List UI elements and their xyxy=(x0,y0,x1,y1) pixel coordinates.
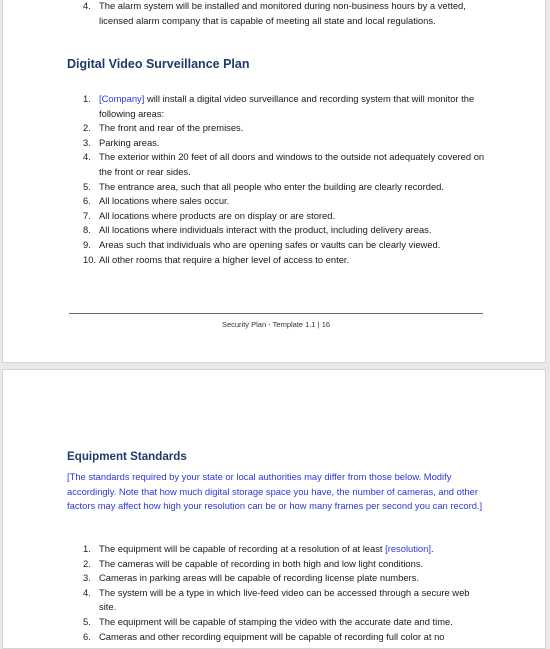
list-item-number: 3. xyxy=(83,136,91,148)
resolution-placeholder[interactable]: [resolution] xyxy=(385,543,431,554)
list-item-text: The equipment will be capable of stamping the video with the accurate date and time. xyxy=(99,615,453,627)
list-item-text: All locations where products are on display or are stored. xyxy=(99,209,336,221)
section-heading: Digital Video Surveillance Plan xyxy=(67,57,250,71)
list-item-text: Parking areas. xyxy=(99,136,160,148)
company-placeholder[interactable]: [Company] xyxy=(99,93,145,104)
list-item-number: 6. xyxy=(83,630,91,642)
footer-divider xyxy=(69,313,483,314)
list-item-text: The entrance area, such that all people who enter the building are clearly recorded. xyxy=(99,180,445,192)
list-item-text: The front and rear of the premises. xyxy=(99,122,244,134)
list-item-number: 4. xyxy=(83,586,91,598)
list-item-text: Areas such that individuals who are opening safes or vaults can be clearly viewed. xyxy=(99,238,441,250)
list-item-number: 5. xyxy=(83,615,91,627)
list-item-text: Cameras and other recording equipment will be capable of recording full color at no xyxy=(99,630,445,642)
list-item-text: The alarm system will be installed and monitored during non-business hours by a vetted, licensed alarm company that is capable of meeting all state and local regulations. xyxy=(99,0,466,26)
document-page-2 xyxy=(2,369,546,649)
equipment-standards-list xyxy=(67,542,487,644)
list-item-number: 2. xyxy=(83,557,91,569)
list-item-number: 10. xyxy=(83,253,97,265)
list-item-number: 6. xyxy=(83,195,91,207)
list-item-text: The exterior within 20 feet of all doors and windows to the outside not adequately covered on the front or rear sides. xyxy=(99,151,485,177)
list-item-number: 5. xyxy=(83,180,91,192)
list-item-number: 3. xyxy=(83,572,91,584)
list-item xyxy=(67,0,487,28)
section-heading: Equipment Standards xyxy=(67,450,187,463)
list-item xyxy=(67,557,487,572)
list-item-suffix: . xyxy=(430,543,434,554)
list-item xyxy=(67,586,487,615)
intro-list xyxy=(67,0,487,28)
list-item xyxy=(67,92,487,121)
list-item xyxy=(67,542,487,557)
list-item-number: 4. xyxy=(83,0,91,11)
list-item-text: The equipment will be capable of recording at a resolution of at least xyxy=(99,543,386,554)
list-item-text: All other rooms that require a higher level of access to enter. xyxy=(99,253,350,265)
list-item xyxy=(67,150,487,179)
page-footer: Security Plan - Template 1.1 | 16 xyxy=(221,320,331,329)
list-item xyxy=(67,194,487,209)
list-item-text: All locations where sales occur. xyxy=(99,195,230,207)
list-item-number: 8. xyxy=(83,224,91,236)
list-item-text: The cameras will be capable of recording in both high and low light conditions. xyxy=(99,557,424,569)
list-item xyxy=(67,615,487,630)
list-item xyxy=(67,209,487,224)
list-item-number: 7. xyxy=(83,209,91,221)
list-item xyxy=(67,253,487,268)
list-item-number: 1. xyxy=(83,93,91,104)
list-item-text: All locations where individuals interact with the product, including delivery areas. xyxy=(99,224,432,236)
list-item xyxy=(67,630,487,645)
list-item-text: The system will be a type in which live-feed video can be accessed through a secure web site. xyxy=(99,586,470,613)
list-item xyxy=(67,223,487,238)
list-item-text: will install a digital video surveillance and recording system that will monitor the following areas: xyxy=(99,93,475,119)
list-item xyxy=(67,136,487,151)
list-item-text: Cameras in parking areas will be capable of recording license plate numbers. xyxy=(99,572,419,584)
editor-note: [The standards required by your state or local authorities may differ from those below. Modify accordingly. Note that how much digital storage space you have, the number of cameras, and other factors may affect how high your resolution can be or how many frames per second you can record.] xyxy=(67,471,483,512)
list-item xyxy=(67,121,487,136)
list-item-number: 9. xyxy=(83,238,91,250)
list-item xyxy=(67,238,487,253)
document-page-1 xyxy=(2,0,546,363)
list-item xyxy=(67,180,487,195)
list-item xyxy=(67,571,487,586)
surveillance-area-list xyxy=(67,92,487,267)
list-item-number: 2. xyxy=(83,122,91,134)
list-item-number: 4. xyxy=(83,151,91,163)
list-item-number: 1. xyxy=(83,543,91,554)
